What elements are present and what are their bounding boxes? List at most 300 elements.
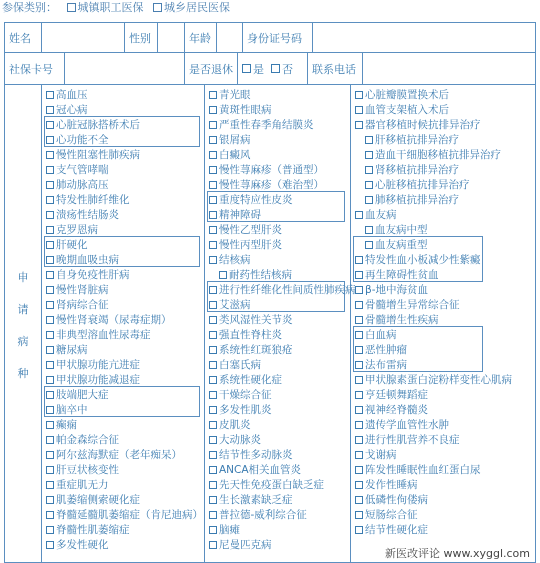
- disease-checkbox[interactable]: [209, 481, 217, 489]
- disease-label: 特发性血小板减少性紫癜: [365, 254, 481, 266]
- disease-checkbox[interactable]: [46, 301, 54, 309]
- application-form: [4, 22, 536, 563]
- disease-label: 皮肌炎: [219, 419, 251, 431]
- disease-checkbox[interactable]: [209, 226, 217, 234]
- disease-label: 发作性睡病: [365, 479, 418, 491]
- disease-label: 短肠综合征: [365, 509, 418, 521]
- insurance-type-line: [0, 0, 540, 22]
- disease-checkbox[interactable]: [355, 121, 363, 129]
- disease-label: 脊髓延髓肌萎缩症（肯尼迪病）: [56, 509, 203, 521]
- disease-item: [209, 88, 251, 103]
- retired-yes-label: 是: [253, 62, 264, 76]
- disease-label: 癫痫: [56, 419, 77, 431]
- disease-label: 血友病中型: [375, 224, 428, 236]
- disease-label: 慢性乙型肝炎: [219, 224, 282, 236]
- disease-label: 重度特应性皮炎: [219, 194, 293, 206]
- disease-label: 系统性红斑狼疮: [219, 344, 293, 356]
- disease-checkbox[interactable]: [355, 316, 363, 324]
- disease-checkbox[interactable]: [209, 466, 217, 474]
- disease-label: 心脏移植抗排异治疗: [375, 179, 470, 191]
- disease-item: [355, 433, 460, 448]
- disease-item: [46, 118, 140, 133]
- disease-item: [46, 238, 88, 253]
- disease-checkbox[interactable]: [209, 151, 217, 159]
- disease-item: [209, 463, 301, 478]
- card-row: [5, 53, 535, 85]
- disease-checkbox[interactable]: [46, 106, 54, 114]
- disease-checkbox[interactable]: [365, 196, 373, 204]
- disease-item: [209, 418, 251, 433]
- disease-label: 进行性肌营养不良症: [365, 434, 460, 446]
- disease-checkbox[interactable]: [365, 181, 373, 189]
- disease-item: [46, 178, 109, 193]
- disease-label: 心脏冠脉搭桥术后: [56, 119, 140, 131]
- card-label: 社保卡号: [5, 53, 65, 84]
- disease-label: 慢性荨麻疹（普通型）: [219, 164, 324, 176]
- disease-checkbox[interactable]: [209, 361, 217, 369]
- disease-label: 慢性肾衰竭（尿毒症期）: [56, 314, 172, 326]
- disease-item: [46, 388, 109, 403]
- urban-rural-checkbox[interactable]: [153, 3, 162, 12]
- disease-label: 血管支架植入术后: [365, 104, 449, 116]
- disease-checkbox[interactable]: [355, 511, 363, 519]
- disease-item: [46, 373, 140, 388]
- disease-item: [209, 448, 293, 463]
- disease-item: [46, 283, 109, 298]
- disease-label: 青光眼: [219, 89, 251, 101]
- disease-label: 慢性丙型肝炎: [219, 239, 282, 251]
- disease-checkbox[interactable]: [209, 316, 217, 324]
- disease-checkbox[interactable]: [365, 166, 373, 174]
- disease-label: 白癜风: [219, 149, 251, 161]
- disease-label: 普拉德-威利综合征: [219, 509, 307, 521]
- disease-item: [46, 403, 88, 418]
- disease-label: 克罗恩病: [56, 224, 98, 236]
- disease-checkbox[interactable]: [46, 166, 54, 174]
- disease-item: [46, 148, 140, 163]
- disease-item: [209, 313, 293, 328]
- disease-checkbox[interactable]: [46, 361, 54, 369]
- disease-item: [46, 343, 88, 358]
- disease-item: [209, 163, 324, 178]
- disease-label: 造血干细胞移植抗排异治疗: [375, 149, 501, 161]
- disease-checkbox[interactable]: [46, 91, 54, 99]
- disease-item: [355, 103, 449, 118]
- disease-item: [209, 238, 282, 253]
- disease-checkbox[interactable]: [355, 526, 363, 534]
- disease-label: 心脏瓣膜置换术后: [365, 89, 449, 101]
- disease-checkbox[interactable]: [46, 241, 54, 249]
- disease-item: [365, 148, 501, 163]
- disease-checkbox[interactable]: [209, 526, 217, 534]
- disease-item: [365, 163, 459, 178]
- disease-item: [209, 208, 261, 223]
- disease-checkbox[interactable]: [355, 481, 363, 489]
- disease-checkbox[interactable]: [46, 496, 54, 504]
- disease-item: [355, 403, 428, 418]
- disease-checkbox[interactable]: [46, 541, 54, 549]
- disease-label: 艾滋病: [219, 299, 251, 311]
- disease-column-2: [205, 85, 356, 563]
- insurance-type-label: 参保类别：: [2, 1, 57, 14]
- disease-item: [209, 433, 261, 448]
- disease-label: 戈谢病: [365, 449, 397, 461]
- retired-label: 是否退休: [185, 53, 238, 84]
- disease-label: 结节性硬化症: [365, 524, 428, 536]
- disease-column-3: [351, 85, 537, 563]
- phone-field[interactable]: [363, 53, 537, 84]
- disease-item: [46, 133, 109, 148]
- disease-checkbox[interactable]: [355, 406, 363, 414]
- disease-checkbox[interactable]: [46, 481, 54, 489]
- disease-item: [209, 343, 293, 358]
- disease-label: 血友病: [365, 209, 397, 221]
- disease-item: [209, 193, 293, 208]
- disease-checkbox[interactable]: [355, 346, 363, 354]
- disease-label: 遗传学血管性水肿: [365, 419, 449, 431]
- disease-checkbox[interactable]: [365, 136, 373, 144]
- disease-label: 进行性纤维化性间质性肺疾病: [219, 284, 356, 296]
- disease-item: [209, 223, 282, 238]
- disease-label: 特发性肺纤维化: [56, 194, 130, 206]
- disease-label: 肾病综合征: [56, 299, 109, 311]
- disease-item: [355, 478, 418, 493]
- disease-label: 骨髓增生性疾病: [365, 314, 439, 326]
- disease-checkbox[interactable]: [209, 496, 217, 504]
- retired-yes-checkbox[interactable]: [242, 64, 251, 73]
- card-field[interactable]: [65, 53, 185, 84]
- disease-label: 血友病重型: [375, 239, 428, 251]
- disease-checkbox[interactable]: [355, 301, 363, 309]
- disease-checkbox[interactable]: [209, 541, 217, 549]
- disease-item: [355, 328, 397, 343]
- disease-label: 视神经脊髓炎: [365, 404, 428, 416]
- disease-label: 银屑病: [219, 134, 251, 146]
- disease-checkbox[interactable]: [209, 391, 217, 399]
- disease-item: [355, 448, 397, 463]
- disease-label: 晚期血吸虫病: [56, 254, 119, 266]
- disease-label: ANCA相关血管炎: [219, 464, 302, 476]
- disease-item: [209, 253, 251, 268]
- disease-label: 法布雷病: [365, 359, 407, 371]
- disease-checkbox[interactable]: [209, 121, 217, 129]
- disease-label: 甲状腺素蛋白淀粉样变性心肌病: [365, 374, 512, 386]
- disease-checkbox[interactable]: [209, 421, 217, 429]
- disease-checkbox[interactable]: [46, 451, 54, 459]
- disease-item: [46, 88, 88, 103]
- disease-checkbox[interactable]: [355, 256, 363, 264]
- disease-item: [209, 178, 324, 193]
- age-label: 年龄: [185, 23, 217, 52]
- watermark: 新医改评论 www.xyggl.com: [384, 547, 530, 560]
- age-field[interactable]: [217, 23, 243, 52]
- disease-label: 先天性免疫蛋白缺乏症: [219, 479, 324, 491]
- disease-item: [46, 433, 119, 448]
- disease-label: 耐药性结核病: [229, 269, 292, 281]
- disease-item: [46, 163, 109, 178]
- urban-rural-label: 城乡居民医保: [164, 1, 230, 14]
- disease-item: [46, 223, 98, 238]
- disease-checkbox[interactable]: [355, 286, 363, 294]
- disease-checkbox[interactable]: [209, 451, 217, 459]
- disease-column-1: [42, 85, 205, 563]
- disease-checkbox[interactable]: [355, 91, 363, 99]
- disease-checkbox[interactable]: [46, 256, 54, 264]
- disease-checkbox[interactable]: [209, 136, 217, 144]
- disease-checkbox[interactable]: [46, 331, 54, 339]
- disease-checkbox[interactable]: [209, 196, 217, 204]
- disease-item: [355, 268, 439, 283]
- disease-checkbox[interactable]: [46, 286, 54, 294]
- disease-checkbox[interactable]: [209, 256, 217, 264]
- disease-label: 结节性多动脉炎: [219, 449, 293, 461]
- disease-label: 多发性肌炎: [219, 404, 272, 416]
- disease-checkbox[interactable]: [209, 286, 217, 294]
- disease-checkbox[interactable]: [209, 91, 217, 99]
- disease-checkbox[interactable]: [355, 376, 363, 384]
- disease-checkbox[interactable]: [46, 511, 54, 519]
- disease-label: 糖尿病: [56, 344, 88, 356]
- disease-checkbox[interactable]: [209, 346, 217, 354]
- disease-item: [355, 283, 428, 298]
- disease-label: 非典型溶血性尿毒症: [56, 329, 151, 341]
- disease-item: [355, 463, 481, 478]
- disease-item: [46, 328, 151, 343]
- disease-item: [46, 103, 88, 118]
- disease-checkbox[interactable]: [209, 211, 217, 219]
- disease-item: [209, 523, 240, 538]
- disease-item: [209, 493, 293, 508]
- disease-item: [355, 418, 449, 433]
- disease-label: 肾移植抗排异治疗: [375, 164, 459, 176]
- disease-item: [46, 298, 109, 313]
- retired-no-label: 否: [282, 62, 293, 76]
- personal-info-row: [5, 23, 535, 53]
- disease-checkbox[interactable]: [355, 391, 363, 399]
- disease-item: [209, 403, 272, 418]
- disease-label: 肝硬化: [56, 239, 88, 251]
- disease-item: [355, 508, 418, 523]
- disease-item: [46, 418, 77, 433]
- disease-item: [46, 193, 130, 208]
- disease-label: 肢端肥大症: [56, 389, 109, 401]
- disease-checkbox[interactable]: [355, 331, 363, 339]
- disease-label: 慢性荨麻疹（难治型）: [219, 179, 324, 191]
- disease-label: 肌萎缩侧索硬化症: [56, 494, 140, 506]
- name-field[interactable]: [42, 23, 125, 52]
- disease-label: 低磷性佝偻病: [365, 494, 428, 506]
- disease-label: 高血压: [56, 89, 88, 101]
- disease-item: [355, 373, 512, 388]
- disease-item: [46, 463, 119, 478]
- disease-label: 干燥综合征: [219, 389, 272, 401]
- phone-label: 联系电话: [308, 53, 363, 84]
- disease-label: 白血病: [365, 329, 397, 341]
- disease-label: 脑瘫: [219, 524, 240, 536]
- disease-label: 多发性硬化: [56, 539, 109, 551]
- disease-checkbox[interactable]: [46, 151, 54, 159]
- disease-checkbox[interactable]: [219, 271, 227, 279]
- disease-label: 重症肌无力: [56, 479, 109, 491]
- disease-item: [209, 298, 251, 313]
- disease-checkbox[interactable]: [355, 451, 363, 459]
- disease-label: 大动脉炎: [219, 434, 261, 446]
- disease-checkbox[interactable]: [46, 421, 54, 429]
- disease-item: [209, 283, 356, 298]
- disease-label: 支气管哮喘: [56, 164, 109, 176]
- disease-label: 强直性脊柱炎: [219, 329, 282, 341]
- disease-checkbox[interactable]: [355, 271, 363, 279]
- disease-checkbox[interactable]: [209, 376, 217, 384]
- disease-label: 肺移植抗排异治疗: [375, 194, 459, 206]
- disease-checkbox[interactable]: [209, 106, 217, 114]
- retired-options: [238, 53, 308, 84]
- disease-item: [365, 178, 470, 193]
- disease-checkbox[interactable]: [209, 301, 217, 309]
- disease-item: [355, 298, 460, 313]
- disease-item: [219, 268, 292, 283]
- disease-label: 脊髓性肌萎缩症: [56, 524, 130, 536]
- disease-item: [209, 373, 282, 388]
- disease-label: 生长激素缺乏症: [219, 494, 293, 506]
- disease-label: 脑卒中: [56, 404, 88, 416]
- disease-checkbox[interactable]: [209, 181, 217, 189]
- disease-checkbox[interactable]: [46, 196, 54, 204]
- disease-checkbox[interactable]: [209, 166, 217, 174]
- disease-item: [46, 358, 140, 373]
- disease-label: 自身免疫性肝病: [56, 269, 130, 281]
- disease-checkbox[interactable]: [46, 436, 54, 444]
- disease-item: [209, 478, 324, 493]
- disease-checkbox[interactable]: [209, 406, 217, 414]
- disease-label: 结核病: [219, 254, 251, 266]
- disease-checkbox[interactable]: [365, 226, 373, 234]
- disease-label: 严重性春季角结膜炎: [219, 119, 314, 131]
- id-field[interactable]: [313, 23, 537, 52]
- disease-item: [355, 358, 407, 373]
- disease-label: 器官移植时候抗排异治疗: [365, 119, 481, 131]
- disease-item: [209, 133, 251, 148]
- disease-checkbox[interactable]: [355, 106, 363, 114]
- disease-checkbox[interactable]: [365, 151, 373, 159]
- disease-item: [355, 493, 428, 508]
- disease-checkbox[interactable]: [46, 406, 54, 414]
- disease-item: [46, 208, 119, 223]
- disease-item: [209, 508, 307, 523]
- disease-item: [355, 388, 428, 403]
- disease-item: [209, 103, 272, 118]
- disease-checkbox[interactable]: [46, 376, 54, 384]
- disease-checkbox[interactable]: [355, 421, 363, 429]
- disease-label: 肝豆状核变性: [56, 464, 119, 476]
- disease-checkbox[interactable]: [46, 181, 54, 189]
- disease-checkbox[interactable]: [355, 496, 363, 504]
- disease-label: 肺动脉高压: [56, 179, 109, 191]
- disease-item: [355, 523, 428, 538]
- gender-field[interactable]: [158, 23, 185, 52]
- disease-item: [46, 253, 119, 268]
- name-label: 姓名: [5, 23, 42, 52]
- disease-label: 阵发性睡眠性血红蛋白尿: [365, 464, 481, 476]
- disease-label: 帕金森综合征: [56, 434, 119, 446]
- disease-label: 甲状腺功能亢进症: [56, 359, 140, 371]
- disease-item: [209, 388, 272, 403]
- disease-checkbox[interactable]: [46, 211, 54, 219]
- disease-checkbox[interactable]: [355, 361, 363, 369]
- id-label: 身份证号码: [243, 23, 313, 52]
- disease-checkbox[interactable]: [46, 226, 54, 234]
- disease-checkbox[interactable]: [355, 466, 363, 474]
- disease-item: [355, 343, 407, 358]
- disease-checkbox[interactable]: [46, 121, 54, 129]
- disease-section-label: 申 请 病 种: [5, 85, 42, 563]
- retired-no-checkbox[interactable]: [271, 64, 280, 73]
- disease-item: [209, 328, 282, 343]
- disease-item: [46, 448, 182, 463]
- disease-label: 精神障碍: [219, 209, 261, 221]
- disease-item: [355, 118, 481, 133]
- disease-item: [209, 538, 272, 553]
- disease-checkbox[interactable]: [46, 391, 54, 399]
- disease-checkbox[interactable]: [365, 241, 373, 249]
- disease-label: 骨髓增生异常综合征: [365, 299, 460, 311]
- disease-item: [355, 313, 439, 328]
- disease-checkbox[interactable]: [46, 526, 54, 534]
- disease-checkbox[interactable]: [46, 136, 54, 144]
- gender-label: 性别: [125, 23, 158, 52]
- disease-checkbox[interactable]: [46, 271, 54, 279]
- disease-label: 亨廷顿舞蹈症: [365, 389, 428, 401]
- disease-checkbox[interactable]: [209, 331, 217, 339]
- disease-item: [209, 358, 261, 373]
- disease-item: [46, 493, 140, 508]
- disease-checkbox[interactable]: [46, 466, 54, 474]
- disease-item: [355, 208, 397, 223]
- disease-label: β-地中海贫血: [365, 284, 428, 296]
- disease-label: 冠心病: [56, 104, 88, 116]
- disease-item: [209, 118, 314, 133]
- disease-label: 白塞氏病: [219, 359, 261, 371]
- disease-checkbox[interactable]: [209, 241, 217, 249]
- disease-item: [365, 133, 459, 148]
- disease-label: 类风湿性关节炎: [219, 314, 293, 326]
- disease-item: [365, 223, 428, 238]
- disease-label: 黄斑性眼病: [219, 104, 272, 116]
- disease-label: 阿尔兹海默症（老年痴呆）: [56, 449, 182, 461]
- urban-employee-checkbox[interactable]: [67, 3, 76, 12]
- disease-label: 慢性阻塞性肺疾病: [56, 149, 140, 161]
- disease-checkbox[interactable]: [209, 511, 217, 519]
- disease-label: 心功能不全: [56, 134, 109, 146]
- disease-label: 恶性肿瘤: [365, 344, 407, 356]
- disease-label: 系统性硬化症: [219, 374, 282, 386]
- disease-checkbox[interactable]: [46, 316, 54, 324]
- disease-item: [209, 148, 251, 163]
- disease-item: [46, 478, 109, 493]
- disease-label: 尼曼匹克病: [219, 539, 272, 551]
- disease-item: [46, 508, 203, 523]
- disease-item: [355, 88, 449, 103]
- disease-label: 慢性肾脏病: [56, 284, 109, 296]
- disease-label: 溃疡性结肠炎: [56, 209, 119, 221]
- disease-checkbox[interactable]: [355, 436, 363, 444]
- disease-item: [365, 193, 459, 208]
- disease-checkbox[interactable]: [46, 346, 54, 354]
- disease-checkbox[interactable]: [355, 211, 363, 219]
- disease-checkbox[interactable]: [209, 436, 217, 444]
- disease-item: [46, 268, 130, 283]
- disease-item: [46, 538, 109, 553]
